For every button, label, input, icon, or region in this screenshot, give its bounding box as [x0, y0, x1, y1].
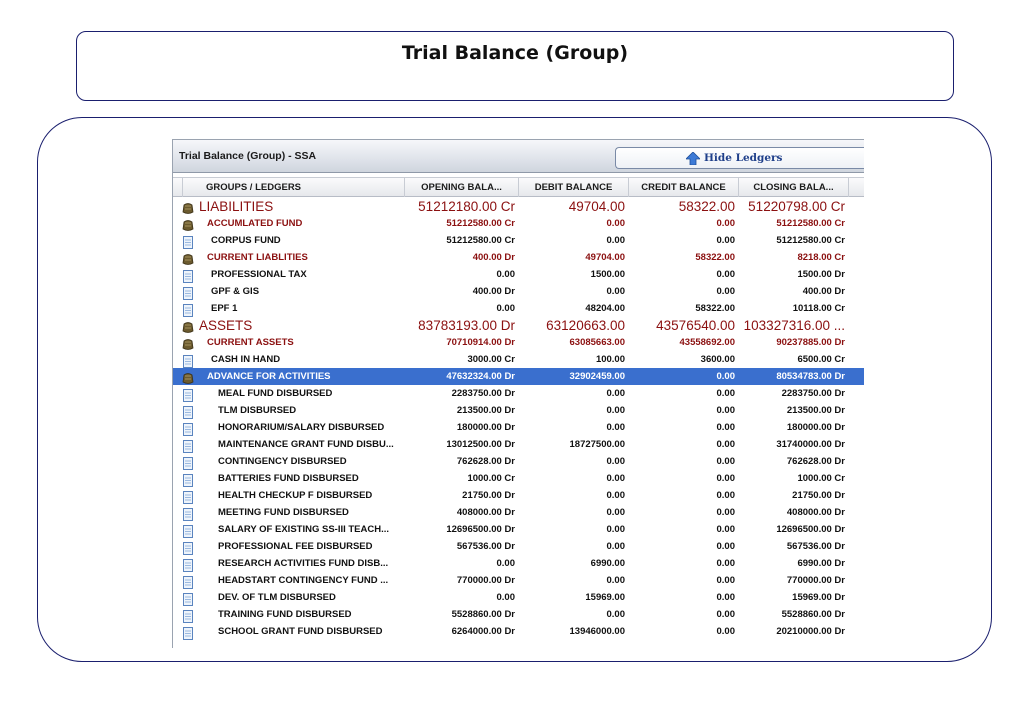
ledger-icon [182, 625, 194, 638]
credit-balance-cell: 58322.00 [678, 199, 735, 214]
closing-balance-cell: 20210000.00 Dr [776, 626, 845, 637]
table-row[interactable] [173, 504, 864, 521]
row-label: TLM DISBURSED [218, 405, 297, 416]
table-row[interactable] [173, 606, 864, 623]
credit-balance-cell: 0.00 [716, 541, 735, 552]
debit-balance-cell: 13946000.00 [569, 626, 625, 637]
row-label: HEADSTART CONTINGENCY FUND ... [218, 575, 389, 586]
opening-balance-cell: 47632324.00 Dr [446, 371, 515, 382]
debit-balance-cell: 0.00 [606, 575, 625, 586]
credit-balance-cell: 58322.00 [695, 252, 735, 263]
credit-balance-cell: 0.00 [716, 558, 735, 569]
row-label: HEALTH CHECKUP F DISBURSED [218, 490, 373, 501]
window-title: Trial Balance (Group) - SSA [179, 150, 317, 162]
group-icon [182, 251, 194, 264]
opening-balance-cell: 0.00 [496, 592, 515, 603]
table-row[interactable] [173, 521, 864, 538]
debit-balance-cell: 0.00 [606, 235, 625, 246]
opening-balance-cell: 51212580.00 Cr [446, 235, 515, 246]
opening-balance-cell: 12696500.00 Dr [446, 524, 515, 535]
table-row[interactable] [173, 215, 864, 232]
credit-balance-cell: 0.00 [716, 286, 735, 297]
closing-balance-cell: 90237885.00 Dr [776, 337, 845, 348]
closing-balance-cell: 12696500.00 Dr [776, 524, 845, 535]
debit-balance-cell: 1500.00 [590, 269, 625, 280]
credit-balance-cell: 0.00 [716, 490, 735, 501]
opening-balance-cell: 51212580.00 Cr [446, 218, 515, 229]
table-row[interactable] [173, 538, 864, 555]
closing-balance-cell: 51212580.00 Cr [776, 235, 845, 246]
table-row[interactable] [173, 368, 864, 385]
debit-balance-cell: 0.00 [606, 218, 625, 229]
table-row[interactable] [173, 198, 864, 215]
row-label: CURRENT ASSETS [207, 337, 294, 348]
debit-balance-cell: 63120663.00 [546, 318, 625, 333]
credit-balance-cell: 0.00 [716, 524, 735, 535]
ledger-icon [182, 523, 194, 536]
column-header-groups-ledgers[interactable]: GROUPS / LEDGERS [184, 178, 405, 197]
credit-balance-cell: 0.00 [716, 269, 735, 280]
debit-balance-cell: 0.00 [606, 507, 625, 518]
header-spacer [173, 178, 183, 197]
group-icon [182, 200, 194, 213]
row-label: ADVANCE FOR ACTIVITIES [207, 371, 331, 382]
credit-balance-cell: 43576540.00 [656, 318, 735, 333]
table-row[interactable] [173, 623, 864, 640]
table-row[interactable] [173, 283, 864, 300]
table-row[interactable] [173, 334, 864, 351]
debit-balance-cell: 0.00 [606, 541, 625, 552]
ledger-icon [182, 353, 194, 366]
table-row[interactable] [173, 300, 864, 317]
closing-balance-cell: 213500.00 Dr [786, 405, 845, 416]
opening-balance-cell: 400.00 Dr [472, 286, 515, 297]
opening-balance-cell: 762628.00 Dr [456, 456, 515, 467]
row-label: TRAINING FUND DISBURSED [218, 609, 352, 620]
row-label: DEV. OF TLM DISBURSED [218, 592, 336, 603]
debit-balance-cell: 0.00 [606, 388, 625, 399]
opening-balance-cell: 213500.00 Dr [456, 405, 515, 416]
closing-balance-cell: 567536.00 Dr [786, 541, 845, 552]
debit-balance-cell: 15969.00 [585, 592, 625, 603]
table-row[interactable] [173, 249, 864, 266]
credit-balance-cell: 0.00 [716, 422, 735, 433]
opening-balance-cell: 13012500.00 Dr [446, 439, 515, 450]
group-icon [182, 336, 194, 349]
debit-balance-cell: 32902459.00 [569, 371, 625, 382]
closing-balance-cell: 408000.00 Dr [786, 507, 845, 518]
group-icon [182, 319, 194, 332]
debit-balance-cell: 0.00 [606, 473, 625, 484]
row-label: CURRENT LIABLITIES [207, 252, 308, 263]
column-header-row [173, 177, 864, 197]
closing-balance-cell: 2283750.00 Dr [781, 388, 845, 399]
debit-balance-cell: 49704.00 [568, 199, 625, 214]
hide-ledgers-label: Hide Ledgers [704, 152, 783, 164]
table-row[interactable] [173, 589, 864, 606]
row-label: CASH IN HAND [211, 354, 281, 365]
opening-balance-cell: 0.00 [496, 303, 515, 314]
closing-balance-cell: 31740000.00 Dr [776, 439, 845, 450]
opening-balance-cell: 180000.00 Dr [456, 422, 515, 433]
ledger-icon [182, 540, 194, 553]
debit-balance-cell: 48204.00 [585, 303, 625, 314]
column-header-debit-balance[interactable]: DEBIT BALANCE [519, 178, 629, 197]
closing-balance-cell: 762628.00 Dr [786, 456, 845, 467]
row-label: BATTERIES FUND DISBURSED [218, 473, 359, 484]
up-arrow-icon [686, 152, 700, 165]
row-label: ACCUMLATED FUND [207, 218, 303, 229]
closing-balance-cell: 1500.00 Dr [797, 269, 845, 280]
group-icon [182, 217, 194, 230]
debit-balance-cell: 63085663.00 [569, 337, 625, 348]
closing-balance-cell: 51220798.00 Cr [748, 199, 845, 214]
credit-balance-cell: 0.00 [716, 218, 735, 229]
debit-balance-cell: 0.00 [606, 286, 625, 297]
debit-balance-cell: 0.00 [606, 609, 625, 620]
row-label: PROFESSIONAL FEE DISBURSED [218, 541, 373, 552]
debit-balance-cell: 0.00 [606, 422, 625, 433]
row-label: GPF & GIS [211, 286, 260, 297]
opening-balance-cell: 770000.00 Dr [456, 575, 515, 586]
closing-balance-cell: 6990.00 Dr [797, 558, 845, 569]
opening-balance-cell: 70710914.00 Dr [446, 337, 515, 348]
ledger-icon [182, 438, 194, 451]
closing-balance-cell: 770000.00 Dr [786, 575, 845, 586]
closing-balance-cell: 1000.00 Cr [797, 473, 845, 484]
debit-balance-cell: 49704.00 [585, 252, 625, 263]
closing-balance-cell: 10118.00 Cr [792, 303, 845, 314]
opening-balance-cell: 3000.00 Cr [467, 354, 515, 365]
table-row[interactable] [173, 487, 864, 504]
credit-balance-cell: 3600.00 [700, 354, 735, 365]
ledger-icon [182, 421, 194, 434]
table-row[interactable] [173, 402, 864, 419]
row-label: PROFESSIONAL TAX [211, 269, 307, 280]
credit-balance-cell: 0.00 [716, 405, 735, 416]
ledger-icon [182, 608, 194, 621]
table-row[interactable] [173, 351, 864, 368]
debit-balance-cell: 6990.00 [590, 558, 625, 569]
closing-balance-cell: 103327316.00 ... [743, 318, 845, 333]
table-row[interactable] [173, 572, 864, 589]
debit-balance-cell: 0.00 [606, 524, 625, 535]
trial-balance-window [172, 139, 864, 648]
debit-balance-cell: 0.00 [606, 456, 625, 467]
column-header-credit-balance[interactable]: CREDIT BALANCE [629, 178, 739, 197]
credit-balance-cell: 0.00 [716, 388, 735, 399]
table-row[interactable] [173, 232, 864, 249]
ledger-icon [182, 234, 194, 247]
closing-balance-cell: 180000.00 Dr [786, 422, 845, 433]
table-row[interactable] [173, 266, 864, 283]
credit-balance-cell: 0.00 [716, 456, 735, 467]
credit-balance-cell: 43558692.00 [679, 337, 735, 348]
credit-balance-cell: 58322.00 [695, 303, 735, 314]
closing-balance-cell: 15969.00 Dr [792, 592, 845, 603]
closing-balance-cell: 21750.00 Dr [792, 490, 845, 501]
credit-balance-cell: 0.00 [716, 575, 735, 586]
column-header-opening-balance[interactable]: OPENING BALA... [405, 178, 519, 197]
table-row[interactable] [173, 453, 864, 470]
ledger-icon [182, 574, 194, 587]
opening-balance-cell: 51212180.00 Cr [418, 199, 515, 214]
title-panel [76, 31, 954, 101]
table-row[interactable] [173, 555, 864, 572]
credit-balance-cell: 0.00 [716, 507, 735, 518]
debit-balance-cell: 100.00 [595, 354, 625, 365]
closing-balance-cell: 8218.00 Cr [797, 252, 845, 263]
ledger-icon [182, 268, 194, 281]
column-header-closing-balance[interactable]: CLOSING BALA... [739, 178, 849, 197]
closing-balance-cell: 80534783.00 Dr [776, 371, 845, 382]
credit-balance-cell: 0.00 [716, 439, 735, 450]
row-label: ASSETS [199, 318, 253, 333]
ledger-icon [182, 489, 194, 502]
ledger-icon [182, 472, 194, 485]
opening-balance-cell: 567536.00 Dr [456, 541, 515, 552]
table-row[interactable] [173, 436, 864, 453]
opening-balance-cell: 400.00 Dr [472, 252, 515, 263]
opening-balance-cell: 0.00 [496, 269, 515, 280]
row-label: HONORARIUM/SALARY DISBURSED [218, 422, 385, 433]
credit-balance-cell: 0.00 [716, 235, 735, 246]
row-label: CORPUS FUND [211, 235, 281, 246]
ledger-icon [182, 591, 194, 604]
table-row[interactable] [173, 317, 864, 334]
table-row[interactable] [173, 419, 864, 436]
row-label: RESEARCH ACTIVITIES FUND DISB... [218, 558, 389, 569]
row-label: SCHOOL GRANT FUND DISBURSED [218, 626, 383, 637]
row-label: SALARY OF EXISTING SS-III TEACH... [218, 524, 390, 535]
closing-balance-cell: 6500.00 Cr [797, 354, 845, 365]
opening-balance-cell: 2283750.00 Dr [451, 388, 515, 399]
row-label: MAINTENANCE GRANT FUND DISBU... [218, 439, 394, 450]
opening-balance-cell: 1000.00 Cr [467, 473, 515, 484]
opening-balance-cell: 0.00 [496, 558, 515, 569]
opening-balance-cell: 5528860.00 Dr [451, 609, 515, 620]
ledger-icon [182, 455, 194, 468]
credit-balance-cell: 0.00 [716, 592, 735, 603]
row-label: LIABILITIES [199, 199, 274, 214]
row-label: EPF 1 [211, 303, 238, 314]
credit-balance-cell: 0.00 [716, 473, 735, 484]
closing-balance-cell: 51212580.00 Cr [776, 218, 845, 229]
debit-balance-cell: 0.00 [606, 405, 625, 416]
ledger-icon [182, 302, 194, 315]
row-label: CONTINGENCY DISBURSED [218, 456, 347, 467]
debit-balance-cell: 18727500.00 [569, 439, 625, 450]
credit-balance-cell: 0.00 [716, 609, 735, 620]
debit-balance-cell: 0.00 [606, 490, 625, 501]
opening-balance-cell: 83783193.00 Dr [418, 318, 515, 333]
credit-balance-cell: 0.00 [716, 626, 735, 637]
opening-balance-cell: 6264000.00 Dr [451, 626, 515, 637]
ledger-icon [182, 506, 194, 519]
opening-balance-cell: 21750.00 Dr [462, 490, 515, 501]
opening-balance-cell: 408000.00 Dr [456, 507, 515, 518]
row-label: MEAL FUND DISBURSED [218, 388, 333, 399]
row-label: MEETING FUND DISBURSED [218, 507, 349, 518]
ledger-icon [182, 557, 194, 570]
closing-balance-cell: 400.00 Dr [802, 286, 845, 297]
hide-ledgers-button[interactable] [615, 147, 864, 169]
credit-balance-cell: 0.00 [716, 371, 735, 382]
ledger-icon [182, 404, 194, 417]
trial-balance-table [173, 198, 864, 648]
page-title: Trial Balance (Group) [401, 42, 629, 64]
group-icon [182, 370, 194, 383]
table-row[interactable] [173, 385, 864, 402]
ledger-icon [182, 285, 194, 298]
table-row[interactable] [173, 470, 864, 487]
ledger-icon [182, 387, 194, 400]
closing-balance-cell: 5528860.00 Dr [781, 609, 845, 620]
window-header [173, 140, 864, 173]
